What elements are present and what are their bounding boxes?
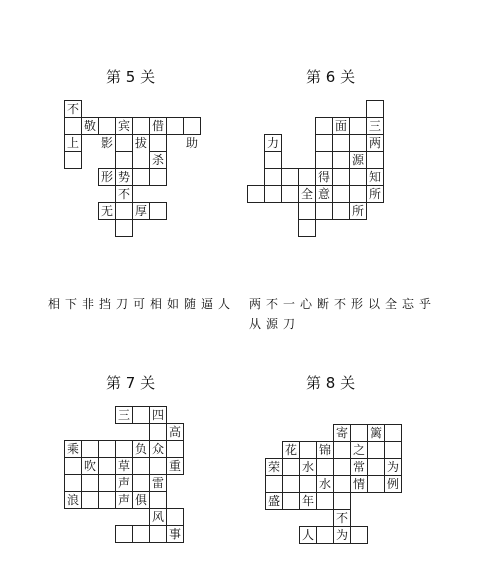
grid-char: 不 <box>66 102 79 116</box>
grid-cell[interactable] <box>366 168 384 186</box>
grid-cell[interactable] <box>115 406 133 424</box>
grid-char: 意 <box>317 187 330 201</box>
grid-cell[interactable] <box>98 491 116 509</box>
grid-cell[interactable] <box>64 457 82 475</box>
grid-cell[interactable] <box>350 441 368 459</box>
grid-cell[interactable] <box>367 424 385 442</box>
grid-char: 众 <box>151 442 164 456</box>
grid-cell[interactable] <box>366 185 384 203</box>
grid-cell[interactable] <box>264 151 282 169</box>
grid-cell[interactable] <box>265 492 283 510</box>
grid-cell[interactable] <box>81 491 99 509</box>
grid-cell[interactable] <box>332 134 350 152</box>
grid-cell[interactable] <box>332 151 350 169</box>
grid-cell[interactable] <box>98 117 116 135</box>
grid-cell[interactable] <box>265 458 283 476</box>
grid-char: 得 <box>317 170 330 184</box>
grid-cell[interactable] <box>149 440 167 458</box>
grid-cell[interactable] <box>98 440 116 458</box>
grid-cell[interactable] <box>64 474 82 492</box>
grid-char: 声 <box>117 476 130 490</box>
grid-char: 盛 <box>267 494 280 508</box>
grid-cell[interactable] <box>247 185 265 203</box>
grid-char: 面 <box>334 119 347 133</box>
grid-cell[interactable] <box>149 474 167 492</box>
grid-cell[interactable] <box>166 457 184 475</box>
grid-cell[interactable] <box>115 151 133 169</box>
grid-char: 寄 <box>335 426 348 440</box>
grid-cell[interactable] <box>333 424 351 442</box>
grid-cell[interactable] <box>298 219 316 237</box>
puzzle-8-title: 第 8 关 <box>306 374 356 392</box>
grid-cell[interactable] <box>115 185 133 203</box>
grid-char: 俱 <box>134 493 147 507</box>
grid-char: 上 <box>66 136 79 150</box>
grid-cell[interactable] <box>64 151 82 169</box>
grid-cell[interactable] <box>316 441 334 459</box>
grid-cell[interactable] <box>350 458 368 476</box>
grid-cell[interactable] <box>264 185 282 203</box>
grid-cell[interactable] <box>98 457 116 475</box>
grid-cell[interactable] <box>298 185 316 203</box>
grid-char: 影 <box>100 136 113 150</box>
grid-cell[interactable] <box>350 526 368 544</box>
grid-char: 两 <box>368 136 381 150</box>
grid-cell[interactable] <box>332 117 350 135</box>
puzzle-7-title: 第 7 关 <box>106 374 156 392</box>
grid-cell[interactable] <box>366 151 384 169</box>
grid-cell[interactable] <box>282 441 300 459</box>
grid-cell[interactable] <box>115 134 133 152</box>
grid-cell[interactable] <box>115 525 133 543</box>
grid-cell[interactable] <box>149 202 167 220</box>
grid-char: 花 <box>284 443 297 457</box>
grid-cell[interactable] <box>349 185 367 203</box>
grid-char: 力 <box>266 136 279 150</box>
grid-cell[interactable] <box>115 168 133 186</box>
grid-cell[interactable] <box>264 168 282 186</box>
grid-char: 重 <box>168 459 181 473</box>
grid-char: 风 <box>151 510 164 524</box>
grid-char: 情 <box>352 477 365 491</box>
grid-cell[interactable] <box>132 474 150 492</box>
grid-cell[interactable] <box>333 492 351 510</box>
grid-char: 借 <box>151 119 164 133</box>
grid-char: 锦 <box>318 443 331 457</box>
grid-char: 浪 <box>66 493 79 507</box>
grid-cell[interactable] <box>149 168 167 186</box>
grid-cell[interactable] <box>81 117 99 135</box>
grid-cell[interactable] <box>64 100 82 118</box>
grid-char: 年 <box>301 494 314 508</box>
grid-cell[interactable] <box>149 117 167 135</box>
grid-char: 常 <box>352 460 365 474</box>
grid-cell[interactable] <box>132 440 150 458</box>
grid-cell[interactable] <box>64 117 82 135</box>
grid-cell[interactable] <box>115 440 133 458</box>
grid-cell[interactable] <box>332 185 350 203</box>
grid-cell[interactable] <box>384 424 402 442</box>
grid-cell[interactable] <box>149 525 167 543</box>
grid-cell[interactable] <box>183 117 201 135</box>
grid-cell[interactable] <box>332 202 350 220</box>
grid-char: 三 <box>117 408 130 422</box>
grid-cell[interactable] <box>333 526 351 544</box>
grid-cell[interactable] <box>132 406 150 424</box>
grid-cell[interactable] <box>115 219 133 237</box>
grid-cell[interactable] <box>367 458 385 476</box>
grid-cell[interactable] <box>315 202 333 220</box>
grid-cell[interactable] <box>282 492 300 510</box>
grid-char: 宾 <box>117 119 130 133</box>
grid-cell[interactable] <box>166 117 184 135</box>
grid-cell[interactable] <box>366 134 384 152</box>
grid-cell[interactable] <box>64 134 82 152</box>
grid-cell[interactable] <box>98 474 116 492</box>
grid-char: 例 <box>386 477 399 491</box>
grid-char: 所 <box>368 187 381 201</box>
grid-char: 水 <box>318 477 331 491</box>
grid-cell[interactable] <box>282 475 300 493</box>
puzzle-5-title: 第 5 关 <box>106 68 156 86</box>
puzzle-6-title: 第 6 关 <box>306 68 356 86</box>
grid-cell[interactable] <box>299 441 317 459</box>
grid-cell[interactable] <box>315 134 333 152</box>
grid-cell[interactable] <box>81 474 99 492</box>
grid-cell[interactable] <box>299 458 317 476</box>
grid-cell[interactable] <box>349 151 367 169</box>
grid-cell[interactable] <box>132 457 150 475</box>
grid-cell[interactable] <box>316 526 334 544</box>
grid-cell[interactable] <box>149 151 167 169</box>
grid-char: 高 <box>168 425 181 439</box>
grid-cell[interactable] <box>132 491 150 509</box>
grid-char: 知 <box>368 170 381 184</box>
grid-cell[interactable] <box>299 526 317 544</box>
grid-cell[interactable] <box>149 423 167 441</box>
grid-char: 为 <box>386 460 399 474</box>
grid-char: 源 <box>351 153 364 167</box>
grid-cell[interactable] <box>298 202 316 220</box>
grid-cell[interactable] <box>282 458 300 476</box>
grid-cell[interactable] <box>98 168 116 186</box>
grid-cell[interactable] <box>315 151 333 169</box>
grid-cell[interactable] <box>265 475 283 493</box>
grid-cell[interactable] <box>115 474 133 492</box>
grid-cell[interactable] <box>81 457 99 475</box>
grid-cell[interactable] <box>149 406 167 424</box>
grid-cell[interactable] <box>316 458 334 476</box>
grid-cell[interactable] <box>64 440 82 458</box>
grid-cell[interactable] <box>149 134 167 152</box>
grid-cell[interactable] <box>349 168 367 186</box>
grid-cell[interactable] <box>166 440 184 458</box>
grid-char: 所 <box>351 204 364 218</box>
grid-char: 不 <box>117 187 130 201</box>
grid-char: 拔 <box>134 136 147 150</box>
grid-char: 雷 <box>151 476 164 490</box>
grid-cell[interactable] <box>81 440 99 458</box>
grid-char: 三 <box>368 119 381 133</box>
grid-cell[interactable] <box>98 202 116 220</box>
grid-char: 荣 <box>267 460 280 474</box>
grid-char: 形 <box>100 170 113 184</box>
grid-cell[interactable] <box>149 457 167 475</box>
grid-char: 厚 <box>134 204 147 218</box>
grid-cell[interactable] <box>299 492 317 510</box>
grid-cell[interactable] <box>349 134 367 152</box>
grid-cell[interactable] <box>384 458 402 476</box>
grid-char: 负 <box>134 442 147 456</box>
grid-cell[interactable] <box>166 423 184 441</box>
grid-char: 敬 <box>83 119 96 133</box>
grid-char: 乘 <box>66 442 79 456</box>
grid-cell[interactable] <box>349 117 367 135</box>
grid-char: 为 <box>335 528 348 542</box>
grid-cell[interactable] <box>366 117 384 135</box>
grid-char: 杀 <box>151 153 164 167</box>
grid-cell[interactable] <box>166 508 184 526</box>
grid-char: 人 <box>301 528 314 542</box>
grid-char: 篱 <box>369 426 382 440</box>
grid-char: 之 <box>352 443 365 457</box>
grid-char: 不 <box>335 511 348 525</box>
grid-cell[interactable] <box>333 458 351 476</box>
grid-char: 助 <box>185 136 198 150</box>
grid-cell[interactable] <box>166 525 184 543</box>
grid-cell[interactable] <box>115 117 133 135</box>
grid-cell[interactable] <box>367 475 385 493</box>
grid-cell[interactable] <box>350 475 368 493</box>
grid-char: 无 <box>100 204 113 218</box>
grid-cell[interactable] <box>298 168 316 186</box>
grid-cell[interactable] <box>132 168 150 186</box>
grid-cell[interactable] <box>149 508 167 526</box>
grid-cell[interactable] <box>384 441 402 459</box>
clue-left: 相下非挡刀可相如随逼人 <box>48 297 236 311</box>
grid-cell[interactable] <box>281 168 299 186</box>
grid-cell[interactable] <box>115 202 133 220</box>
grid-char: 水 <box>301 460 314 474</box>
grid-cell[interactable] <box>64 491 82 509</box>
grid-cell[interactable] <box>281 185 299 203</box>
grid-cell[interactable] <box>349 202 367 220</box>
grid-cell[interactable] <box>115 491 133 509</box>
grid-cell[interactable] <box>316 492 334 510</box>
grid-cell[interactable] <box>132 525 150 543</box>
grid-cell[interactable] <box>333 441 351 459</box>
grid-cell[interactable] <box>384 475 402 493</box>
grid-cell[interactable] <box>366 100 384 118</box>
grid-cell[interactable] <box>350 424 368 442</box>
grid-cell[interactable] <box>132 117 150 135</box>
grid-cell[interactable] <box>132 202 150 220</box>
grid-char: 声 <box>117 493 130 507</box>
grid-cell[interactable] <box>299 475 317 493</box>
grid-char: 事 <box>168 527 181 541</box>
grid-cell[interactable] <box>316 475 334 493</box>
grid-cell[interactable] <box>264 134 282 152</box>
grid-cell[interactable] <box>115 457 133 475</box>
grid-char: 草 <box>117 459 130 473</box>
grid-cell[interactable] <box>333 475 351 493</box>
grid-char: 吹 <box>83 459 96 473</box>
grid-cell[interactable] <box>315 168 333 186</box>
grid-cell[interactable] <box>315 117 333 135</box>
grid-cell[interactable] <box>315 185 333 203</box>
grid-cell[interactable] <box>333 509 351 527</box>
grid-cell[interactable] <box>149 491 167 509</box>
grid-cell[interactable] <box>367 441 385 459</box>
grid-char: 势 <box>117 170 130 184</box>
clue-right: 两不一心断不形以全忘乎从源刀 <box>249 297 437 331</box>
grid-char: 全 <box>300 187 313 201</box>
grid-char: 四 <box>151 408 164 422</box>
